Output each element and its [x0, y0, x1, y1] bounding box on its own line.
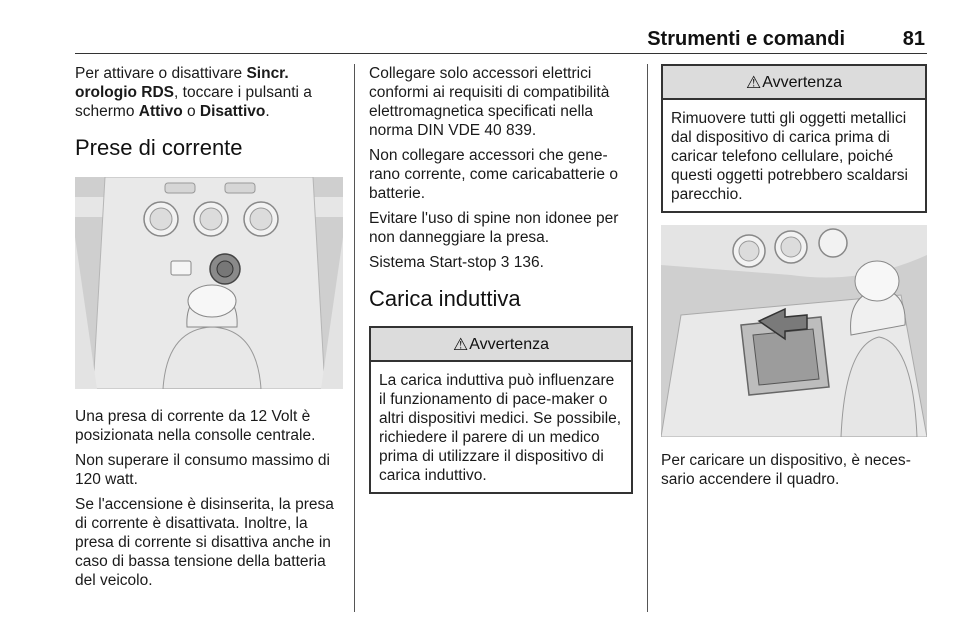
column-divider-1 [354, 64, 355, 612]
page-reference-icon: 3 [500, 254, 510, 271]
warning-triangle-icon: ⚠ [453, 334, 469, 354]
console-power-outlet-illustration [75, 177, 343, 389]
page-number: 81 [902, 28, 925, 50]
paragraph-start-stop-ref: Sistema Start-stop 3 136. [369, 254, 544, 271]
column-divider-2 [647, 64, 648, 612]
paragraph-emc-accessories: Collegare solo accessori elettrici conformi ai requisiti di compatibilità elettromagnetica specificati nella norma DIN VDE 40 839. [369, 65, 610, 139]
column-1 [75, 64, 343, 596]
page-header [75, 26, 927, 54]
warning-header [371, 328, 631, 362]
warning-header [663, 66, 925, 100]
paragraph-no-generators: Non collegare accessori che generano corrente, come caricabatterie o batterie. [369, 147, 618, 202]
paragraph-max-consumption: Non superare il consumo massimo di 120 watt. [75, 452, 330, 488]
warning-title: Avvertenza [762, 73, 842, 91]
disattivo-label: Disattivo [199, 103, 266, 120]
charging-pad-illustration [661, 225, 927, 437]
paragraph-unsuitable-plugs: Evitare l'uso di spine non idonee per non danneggiare la presa. [369, 210, 619, 246]
warning-text: La carica induttiva può influenzare il funzionamento di pace-maker o altri dispositivi medici. Se possibile, richiedere il parere di un medico prima di utilizzare il dispositivo di carica induttivo. [379, 372, 622, 484]
section-title: Strumenti e comandi [647, 28, 845, 50]
inductive-charging-figure [661, 225, 927, 437]
warning-box-pacemaker [369, 326, 633, 494]
sync-clock-rds-label: Sincr. orologio RDS [75, 65, 289, 101]
paragraph-outlet-location: Una presa di corrente da 12 Volt è posizionata nella consolle centrale. [75, 408, 316, 444]
heading-inductive-charging: Carica induttiva [369, 286, 521, 311]
column-2 [369, 64, 633, 494]
warning-box-metal-objects [661, 64, 927, 213]
warning-text: Rimuovere tutti gli oggetti metallici dal dispositivo di carica prima di caricar telefono cellulare, poiché questi oggetti potrebbero scaldarsi parecchio. [671, 110, 908, 203]
paragraph-ignition-off: Se l'accensione è disinserita, la presa di corrente è disattivata. Inoltre, la presa di corrente si disattiva anche in caso di bassa tensione della batteria del veicolo. [75, 496, 334, 589]
warning-triangle-icon: ⚠ [746, 72, 762, 92]
paragraph-turn-on-ignition: Per caricare un dispositivo, è necessario accendere il quadro. [661, 452, 911, 488]
power-outlet-figure [75, 177, 343, 389]
intro-paragraph: Per attivare o disattivare Sincr. orologio RDS, toccare i pulsanti a schermo Attivo o Disattivo. [75, 65, 312, 120]
heading-power-outlets: Prese di corrente [75, 135, 243, 160]
warning-title: Avvertenza [469, 335, 549, 353]
column-3 [661, 64, 927, 495]
attivo-label: Attivo [138, 103, 183, 120]
